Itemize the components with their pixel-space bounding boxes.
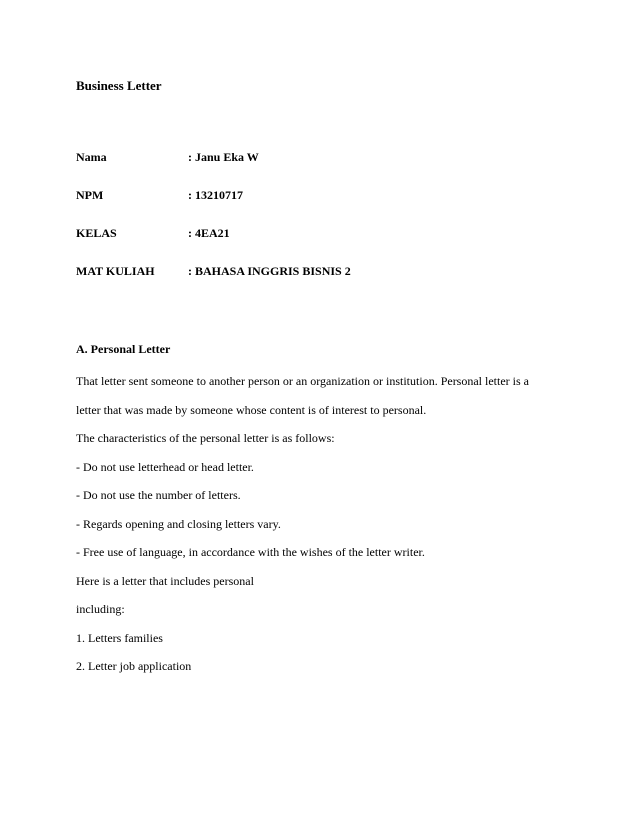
paragraph-line: That letter sent someone to another person or an organization or institution. Personal letter is a: [76, 374, 529, 388]
info-value: : Janu Eka W: [188, 150, 259, 164]
info-label: Nama: [76, 150, 107, 164]
info-label: NPM: [76, 188, 104, 202]
info-row-nama: [76, 150, 259, 165]
paragraph-line: The characteristics of the personal letter is as follows:: [76, 431, 335, 445]
paragraph-line: Here is a letter that includes personal: [76, 574, 254, 588]
list-item: 1. Letters families: [76, 631, 163, 645]
info-row-mat-kuliah: [76, 264, 351, 279]
list-item: - Free use of language, in accordance with the wishes of the letter writer.: [76, 545, 425, 559]
info-label: KELAS: [76, 226, 117, 240]
list-item: - Do not use letterhead or head letter.: [76, 460, 254, 474]
section-heading: A. Personal Letter: [76, 342, 171, 356]
paragraph-line: letter that was made by someone whose content is of interest to personal.: [76, 403, 427, 417]
document-title: Business Letter: [76, 78, 162, 93]
info-value: : BAHASA INGGRIS BISNIS 2: [188, 264, 351, 278]
info-row-npm: [76, 188, 243, 203]
paragraph-line: including:: [76, 602, 125, 616]
info-value: : 13210717: [188, 188, 243, 202]
info-row-kelas: [76, 226, 230, 241]
list-item: - Regards opening and closing letters vary.: [76, 517, 281, 531]
info-value: : 4EA21: [188, 226, 230, 240]
info-label: MAT KULIAH: [76, 264, 155, 278]
list-item: 2. Letter job application: [76, 659, 192, 673]
list-item: - Do not use the number of letters.: [76, 488, 241, 502]
